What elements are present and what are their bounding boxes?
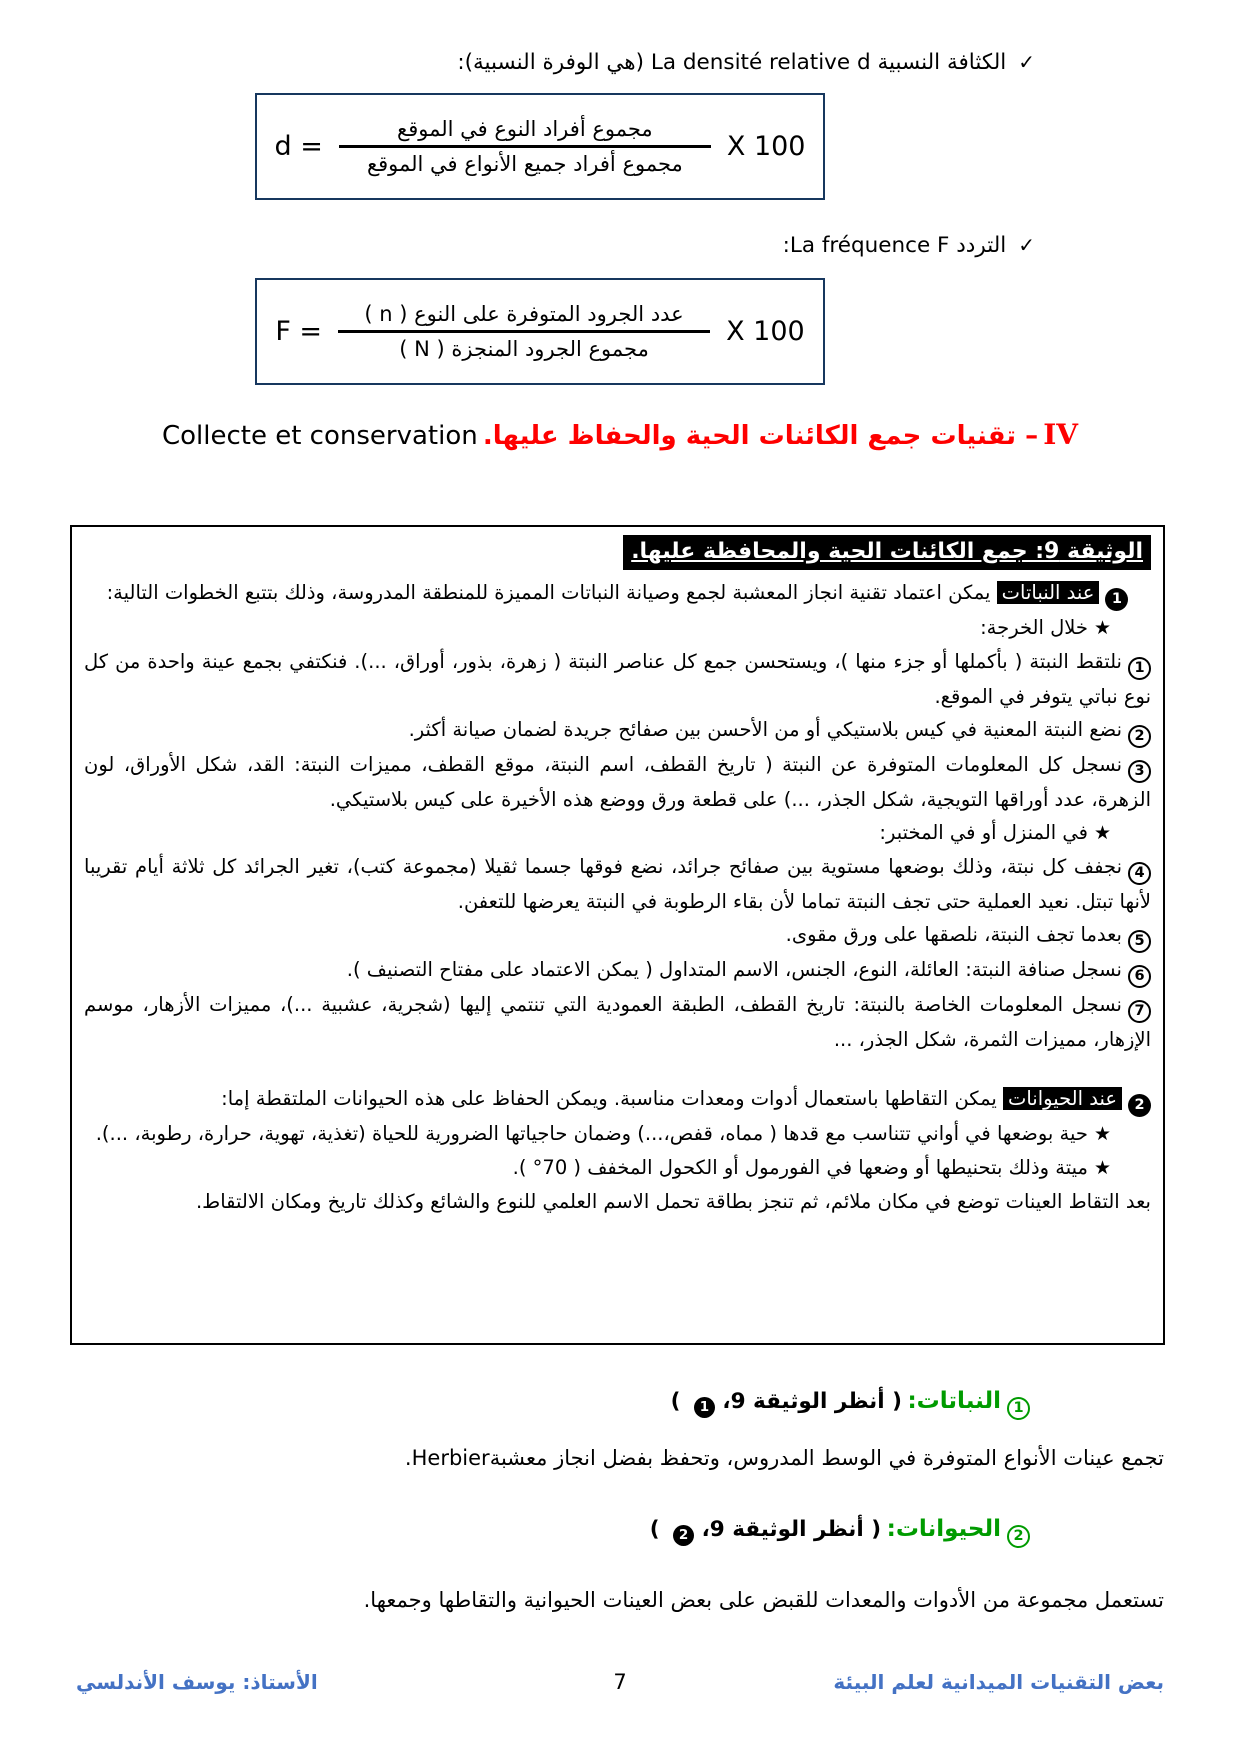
paragraph-text: نسجل صنافة النبتة: العائلة، النوع، الجنس، الاسم المتداول ( يمكن الاعتماد على مفتاح التصنيف ). [346,958,1122,981]
star-icon: ★ [1093,617,1111,639]
doc9-step-4 [84,850,1151,918]
ref-open: ( أنظر الوثيقة 9، [722,1389,902,1414]
paragraph-text: خلال الخرجة: [980,616,1088,639]
relative-density-line [457,50,1035,75]
paragraph-text: يمكن اعتماد تقنية انجاز المعشبة لجمع وصيانة النباتات المميزة للمنطقة المدروسة، وذلك بتتبع الخطوات التالية: [106,581,991,604]
fraction-numerator: مجموع أفراد النوع في الموقع [397,117,653,141]
animals-heading-ref [650,1517,881,1542]
fraction-denominator: مجموع أفراد جميع الأنواع في الموقع [366,152,683,176]
fraction-denominator: مجموع الجرود المنجزة ( N ) [399,337,649,361]
footer-teacher-name: الأستاذ: يوسف الأندلسي [76,1670,318,1694]
fraction [338,299,710,364]
footer-course-title: بعض التقنيات الميدانية لعلم البيئة [833,1670,1164,1694]
doc9-step-3 [84,748,1151,816]
doc9-step-2 [84,713,1151,748]
green-circled-2-icon: 2 [1007,1525,1030,1548]
paragraph-text: ميتة وذلك بتحنيطها أو وضعها في الفورمول أو الكحول المخفف ( 70° ). [512,1156,1088,1179]
paragraph-text: حية بوضعها في أواني تتناسب مع قدها ( مماه، قفص،...) وضمان حاجياتها الضرورية للحياة (تغذية، تهوية، حرارة، رطوبة، ...). [95,1122,1088,1145]
relative-density-formula-box [255,93,825,200]
page-number: 7 [613,1670,627,1694]
paragraph-text: نسجل المعلومات الخاصة بالنبتة: تاريخ القطف، الطبقة العمودية التي تنتمي إليها (شجرية، عشبية ...)، مميزات الأزهار، موسم الإزهار، مميزات الثمرة، شكل الجذر، ... [84,993,1151,1051]
formula-multiplier: X 100 [726,131,806,162]
frequency-label: التردد La fréquence F: [782,233,1007,258]
doc9-step-6 [84,953,1151,988]
paragraph-text: نجفف كل نبتة، وذلك بوضعها مستوية بين صفائح جرائد، نضع فوقها جسما ثقيلا (مجموعة كتب)، تغير الجرائد كل ثلاثة أيام تقريبا لأنها تبتل. نعيد العملية حتى تجف النبتة تماما لأن بقاء الرطوبة في النبتة يعرضها للتعفن. [84,855,1151,913]
fraction [339,114,711,179]
plants-heading [671,1388,1030,1420]
highlight-plants: عند النباتات [997,581,1100,604]
frequency-formula-box [255,278,825,385]
frequency-line [783,233,1035,258]
star-icon: ★ [1093,1157,1111,1179]
formula-lhs: F = [275,316,323,347]
paragraph-text: نضع النبتة المعنية في كيس بلاستيكي أو من الأحسن بين صفائح جريدة لضمان صيانة أكثر. [408,718,1122,741]
fraction-bar [339,145,711,148]
plants-body: تجمع عينات الأنواع المتوفرة في الوسط المدروس، وتحفظ بفضل انجاز معشبةHerbier. [404,1446,1164,1470]
circled-4-icon: 4 [1128,862,1151,885]
circled-3-icon: 3 [1128,760,1151,783]
circled-5-icon: 5 [1128,930,1151,953]
filled-circle-1-icon: 1 [694,1397,715,1418]
circled-7-icon: 7 [1128,1000,1151,1023]
ref-open: ( أنظر الوثيقة 9، [701,1517,882,1542]
animals-heading [650,1516,1030,1548]
section-heading [0,418,1240,451]
doc9-step-1 [84,645,1151,713]
doc9-step-7 [84,988,1151,1056]
checkmark-icon: ✓ [1018,50,1035,74]
section-numeral: IV [1043,418,1079,451]
circled-2-icon: 2 [1128,725,1151,748]
ref-close: ) [670,1389,681,1414]
animals-heading-title: الحيوانات: [886,1516,1001,1542]
document9-box [70,525,1165,1345]
filled-circle-2-icon: 2 [673,1525,694,1546]
paragraph-text: بعد التقاط العينات توضع في مكان ملائم، ثم تنجز بطاقة تحمل الاسم العلمي للنوع والشائع وكذلك تاريخ ومكان الالتقاط. [195,1190,1151,1213]
animals-body: تستعمل مجموعة من الأدوات والمعدات للقبض على بعض العينات الحيوانية والتقاطها وجمعها. [363,1588,1164,1612]
star-icon: ★ [1093,822,1111,844]
page-footer [76,1670,1164,1702]
plants-heading-ref [671,1389,902,1414]
paragraph-text: بعدما تجف النبتة، نلصقها على ورق مقوى. [785,923,1122,946]
section-title-french: Collecte et conservation [161,421,478,451]
star-icon: ★ [1093,1123,1111,1145]
highlight-animals: عند الحيوانات [1003,1087,1122,1110]
filled-circle-2-icon: 2 [1128,1094,1151,1117]
paragraph-text: نسجل كل المعلومات المتوفرة عن النبتة ( تاريخ القطف، اسم النبتة، موقع القطف، مميزات النبتة: القد، شكل الأوراق، لون الزهرة، عدد أوراقها التويجية، شكل الجذر، ...) على قطعة ورق ووضع هذه الأخيرة على كيس بلاستيكي. [84,753,1151,811]
circled-1-icon: 1 [1128,657,1151,680]
doc9-star-home-lab [84,816,1151,850]
filled-circle-1-icon: 1 [1105,588,1128,611]
fraction-numerator: عدد الجرود المتوفرة على النوع ( n ) [364,302,684,326]
doc9-step-5 [84,918,1151,953]
doc9-star-outing [84,611,1151,645]
paragraph-text: في المنزل أو في المختبر: [879,821,1088,844]
formula-multiplier: X 100 [726,316,805,347]
document9-title: الوثيقة 9: جمع الكائنات الحية والمحافظة عليها. [623,535,1151,570]
doc9-star-alive [84,1117,1151,1151]
doc9-paragraph-plants [84,576,1151,611]
green-circled-1-icon: 1 [1007,1397,1030,1420]
circled-6-icon: 6 [1128,965,1151,988]
doc9-paragraph-animals [84,1082,1151,1117]
fraction-bar [338,330,710,333]
paragraph-text: يمكن التقاطها باستعمال أدوات ومعدات مناسبة. ويمكن الحفاظ على هذه الحيوانات الملتقطة إما: [221,1087,997,1110]
doc9-closing-paragraph [84,1185,1151,1218]
paragraph-text: نلتقط النبتة ( بأكملها أو جزء منها )، ويستحسن جمع كل عناصر النبتة ( زهرة، بذور، أوراق، ...). فنكتفي بجمع عينة واحدة من كل نوع نباتي يتوفر في الموقع. [84,650,1151,708]
doc9-star-dead [84,1151,1151,1185]
plants-heading-title: النباتات: [907,1388,1001,1414]
ref-close: ) [649,1517,660,1542]
section-title-arabic: – تقنيات جمع الكائنات الحية والحفاظ عليها. [482,421,1039,451]
document9-title-row [84,535,1151,570]
relative-density-label: الكثافة النسبية La densité relative d (هي الوفرة النسبية): [457,50,1007,75]
checkmark-icon: ✓ [1018,233,1035,257]
formula-lhs: d = [274,131,323,162]
